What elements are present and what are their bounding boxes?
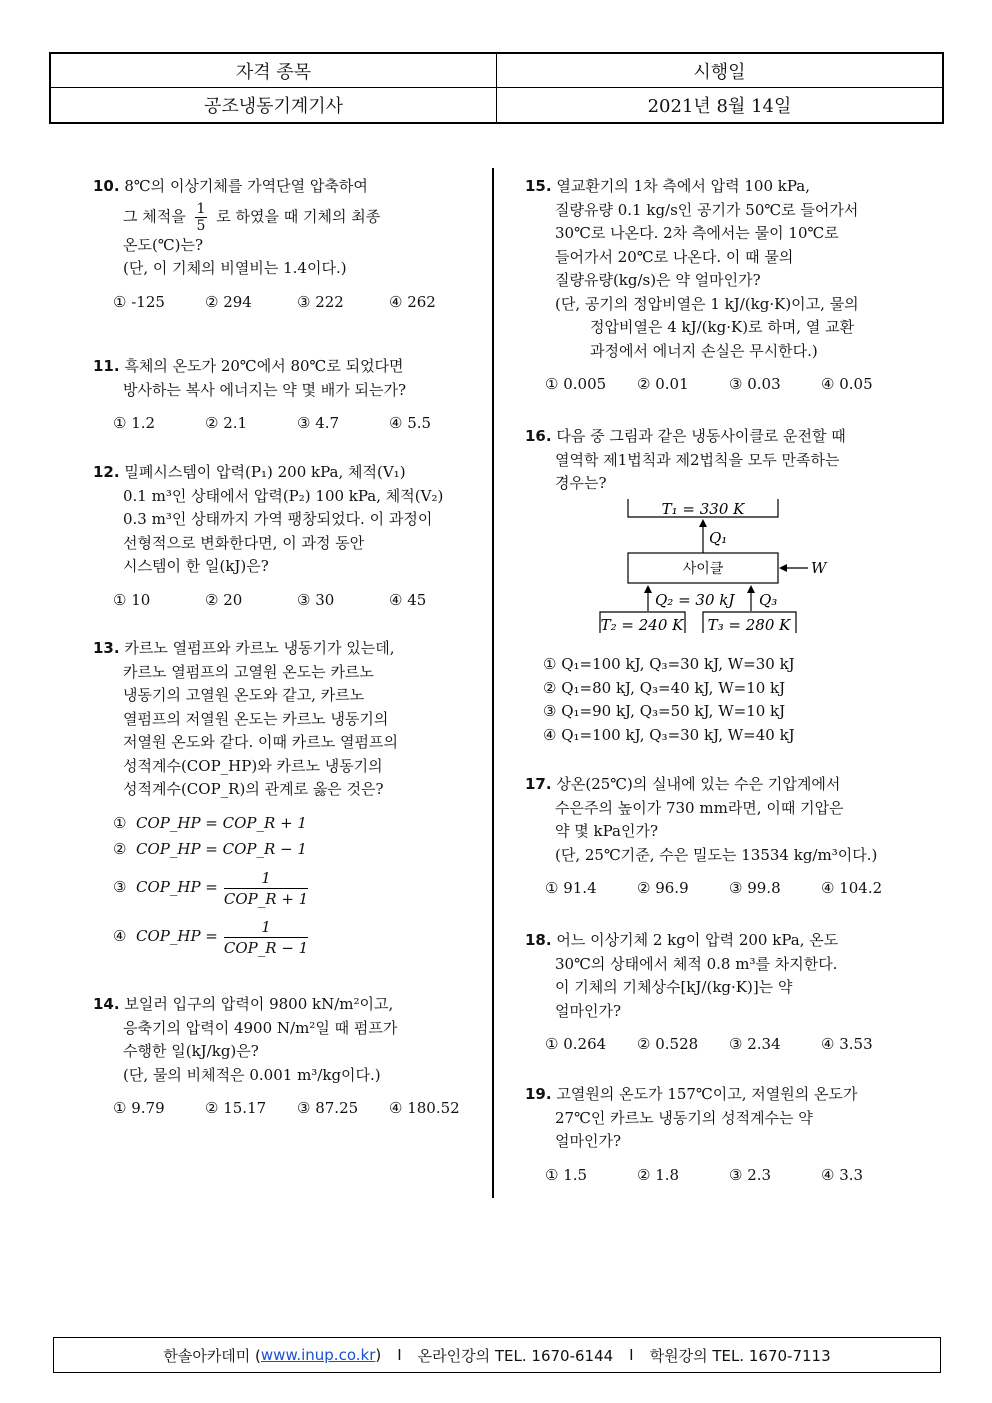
answer-option[interactable]: ① -125 [113,292,165,311]
question-number: 13. [93,639,120,657]
question-text: 질량유량(kg/s)은 약 얼마인가? [555,271,761,289]
footer-online-phone: 온라인강의 TEL. 1670-6144 [417,1346,614,1365]
cycle-diagram-svg [600,497,833,637]
refrigeration-cycle-diagram [600,497,833,637]
answer-option[interactable]: ③ 2.3 [729,1165,772,1184]
question-text: 성적계수(COP_R)의 관계로 옳은 것은? [123,780,384,798]
question-text: 온도(℃)는? [123,235,203,254]
question-text: 로 하였을 때 기체의 최종 [216,207,381,225]
answer-option[interactable]: ① 9.79 [113,1099,165,1117]
question-text: 선형적으로 변화한다면, 이 과정 동안 [123,533,365,552]
question-condition: 과정에서 에너지 손실은 무시한다.) [590,341,818,360]
question-text: 들어가서 20℃로 나온다. 이 때 물의 [555,247,794,266]
question-number: 16. [525,427,552,445]
w-label: W [811,559,827,577]
question-number: 12. [93,463,120,481]
question-text: 응축기의 압력이 4900 N/m²일 때 펌프가 [123,1018,398,1037]
question-text: 냉동기의 고열원 온도와 같고, 카르노 [123,686,365,704]
question-text: 열교환기의 1차 측에서 압력 100 kPa, [556,177,810,195]
answer-option[interactable]: ③ 2.34 [729,1035,781,1053]
q1-arrowhead [699,519,707,527]
option-mark: ④ [113,927,127,946]
answer-options [525,877,915,901]
question-text: 상온(25℃)의 실내에 있는 수은 기압계에서 [556,775,841,793]
column-divider [492,168,494,1198]
question-text: 카르노 열펌프의 고열원 온도는 카르노 [123,662,374,681]
question-number: 10. [93,177,120,195]
fraction-numerator: 1 [224,868,308,889]
question-text: 다음 중 그림과 같은 냉동사이클로 운전할 때 [556,427,846,445]
answer-options [93,291,483,315]
answer-option[interactable]: ② 2.1 [205,414,248,432]
q3-arrowhead [747,585,755,593]
answer-option[interactable] [113,917,483,958]
question-text: 0.1 m³인 상태에서 압력(P₂) 100 kPa, 체적(V₂) [123,486,444,505]
header-subject-value: 공조냉동기계기사 [51,88,497,122]
fraction-denominator: 5 [196,217,206,234]
exam-header-table [49,52,944,124]
question-text: 열펌프의 저열원 온도는 카르노 냉동기의 [123,709,389,728]
answer-option[interactable]: ② 15.17 [205,1099,267,1117]
answer-option[interactable]: ② 0.528 [637,1035,699,1053]
answer-option[interactable]: ① 10 [113,590,151,609]
question-11 [93,355,483,436]
answer-options [525,1164,915,1188]
question-number: 19. [525,1085,552,1103]
answer-option[interactable] [113,812,483,836]
header-date-value: 2021년 8월 14일 [647,96,792,117]
answer-options [93,412,483,436]
answer-option[interactable]: ① 0.264 [545,1035,607,1053]
fraction-denominator: COP_R + 1 [223,889,309,908]
question-10 [93,175,483,314]
answer-option[interactable]: ③ 87.25 [297,1099,359,1117]
fraction-numerator: 1 [196,200,206,217]
option-equation-lhs: COP_HP = [136,927,218,946]
option-equation-lhs: COP_HP = [136,878,218,897]
answer-option[interactable]: ③ 99.8 [729,879,781,897]
question-text: 수은주의 높이가 730 mm라면, 이때 기압은 [555,798,844,817]
answer-option[interactable]: ① 1.2 [113,414,156,432]
answer-option[interactable]: ③ 30 [297,590,335,609]
fraction [224,917,308,958]
question-text: 고열원의 온도가 157℃이고, 저열원의 온도가 [556,1085,858,1103]
question-text: 질량유량 0.1 kg/s인 공기가 50℃로 들어가서 [555,200,859,219]
question-text: 8℃의 이상기체를 가역단열 압축하여 [124,177,368,195]
answer-options [93,1097,483,1121]
q3-label: Q₃ [759,591,778,609]
fraction [224,868,308,909]
answer-option[interactable]: ② 96.9 [637,879,689,897]
answer-option[interactable]: ④ 262 [389,292,436,311]
answer-option[interactable]: ① 1.5 [545,1165,588,1184]
answer-option[interactable]: ④ 45 [389,590,427,609]
t1-label: T₁ = 330 K [661,500,745,518]
option-equation: COP_HP = COP_R + 1 [136,813,307,832]
q2-label: Q₂ = 30 kJ [655,591,735,609]
q2-arrowhead [644,585,652,593]
question-14 [93,993,483,1121]
question-16-options [525,653,915,747]
footer-separator: I [629,1346,634,1364]
question-text: 그 체적을 [123,207,186,225]
answer-option[interactable]: ④ 5.5 [389,414,432,432]
question-text: 밀폐시스템이 압력(P₁) 200 kPa, 체적(V₁) [124,463,406,481]
question-condition: (단, 공기의 정압비열은 1 kJ/(kg·K)이고, 물의 [555,294,859,313]
answer-option[interactable]: ③ 4.7 [297,414,340,432]
fraction [195,201,208,234]
option-equation: COP_HP = COP_R − 1 [136,840,307,858]
question-number: 18. [525,931,552,949]
option-mark: ② [113,840,127,858]
question-16 [525,425,915,496]
question-text: 열역학 제1법칙과 제2법칙을 모두 만족하는 [555,450,840,469]
question-number: 14. [93,995,120,1013]
question-text: 30℃의 상태에서 체적 0.8 m³를 차지한다. [555,954,838,973]
answer-option[interactable]: ④ 0.05 [821,375,873,393]
question-text: 보일러 입구의 압력이 9800 kN/m²이고, [124,995,394,1013]
question-text: 경우는? [555,474,607,492]
footer-paren: ) [375,1346,382,1364]
question-text: 방사하는 복사 에너지는 약 몇 배가 되는가? [123,380,406,399]
answer-option[interactable]: ② 1.8 [637,1165,680,1184]
answer-option[interactable] [113,838,483,862]
question-number: 11. [93,357,120,375]
answer-option[interactable]: ③ Q₁=90 kJ, Q₃=50 kJ, W=10 kJ [543,702,786,720]
answer-option[interactable]: ④ 104.2 [821,879,883,897]
answer-option[interactable]: ② 0.01 [637,375,689,393]
question-text: 0.3 m³인 상태까지 가역 팽창되었다. 이 과정이 [123,510,433,528]
question-12 [93,461,483,612]
answer-option[interactable]: ③ 222 [297,292,344,311]
answer-option[interactable]: ② 20 [205,590,243,609]
q1-label: Q₁ [709,529,728,547]
question-number: 15. [525,177,552,195]
work-arrowhead [779,564,787,572]
question-text: 저열원 온도와 같다. 이때 카르노 열펌프의 [123,733,398,751]
question-text: 27℃인 카르노 냉동기의 성적계수는 약 [555,1108,813,1127]
question-text: 이 기체의 기체상수[kJ/(kg·K)]는 약 [555,978,793,996]
question-19 [525,1083,915,1187]
footer-academy: 한솔아카데미 ( [163,1346,261,1365]
answer-option[interactable] [113,868,483,909]
answer-option[interactable]: ① 91.4 [545,879,597,897]
answer-option[interactable]: ① 0.005 [545,375,607,393]
question-text: 어느 이상기체 2 kg이 압력 200 kPa, 온도 [556,931,839,949]
question-text: 성적계수(COP_HP)와 카르노 냉동기의 [123,756,383,775]
question-condition: 정압비열은 4 kJ/(kg·K)로 하며, 열 교환 [590,318,855,336]
answer-option[interactable]: ④ 3.53 [821,1035,873,1053]
answer-option[interactable]: ② Q₁=80 kJ, Q₃=40 kJ, W=10 kJ [543,678,786,697]
question-number: 17. [525,775,552,793]
option-mark: ① [113,813,127,832]
option-mark: ③ [113,878,127,897]
answer-options [525,373,915,397]
fraction-denominator: COP_R − 1 [223,938,309,957]
question-15 [525,175,915,397]
header-date-label: 시행일 [497,54,942,88]
answer-option[interactable]: ④ Q₁=100 kJ, Q₃=30 kJ, W=40 kJ [543,725,795,744]
page-footer [53,1337,941,1373]
question-text: 약 몇 kPa인가? [555,822,658,840]
answer-option[interactable]: ② 294 [205,292,252,311]
footer-offline-phone: 학원강의 TEL. 1670-7113 [649,1346,831,1365]
answer-option[interactable]: ④ 3.3 [821,1165,864,1184]
answer-option[interactable]: ① Q₁=100 kJ, Q₃=30 kJ, W=30 kJ [543,655,795,673]
question-text: 얼마인가? [555,1132,622,1150]
question-13 [93,637,483,961]
answer-option[interactable]: ③ 0.03 [729,375,781,393]
t3-label: T₃ = 280 K [707,616,791,634]
answer-options [93,589,483,613]
t2-label: T₂ = 240 K [600,616,684,634]
question-text: 수행한 일(kJ/kg)은? [123,1042,259,1060]
question-condition: (단, 물의 비체적은 0.001 m³/kg이다.) [123,1065,381,1084]
footer-website-link[interactable]: www.inup.co.kr [260,1346,376,1364]
question-17 [525,773,915,901]
question-text: 시스템이 한 일(kJ)은? [123,557,269,575]
question-condition: (단, 25℃기준, 수은 밀도는 13534 kg/m³이다.) [555,845,878,864]
question-text: 30℃로 나온다. 2차 측에서는 물이 10℃로 [555,224,839,242]
question-condition: (단, 이 기체의 비열비는 1.4이다.) [123,259,347,277]
answer-option[interactable]: ④ 180.52 [389,1099,460,1117]
header-subject-label: 자격 종목 [51,54,497,88]
fraction-numerator: 1 [224,917,308,938]
cycle-label: 사이클 [682,561,724,577]
answer-options [525,1033,915,1057]
question-text: 카르노 열펌프와 카르노 냉동기가 있는데, [124,639,395,657]
question-text: 흑체의 온도가 20℃에서 80℃로 되었다면 [124,357,404,375]
question-text: 얼마인가? [555,1001,622,1020]
footer-separator: I [397,1346,402,1364]
question-18 [525,929,915,1057]
